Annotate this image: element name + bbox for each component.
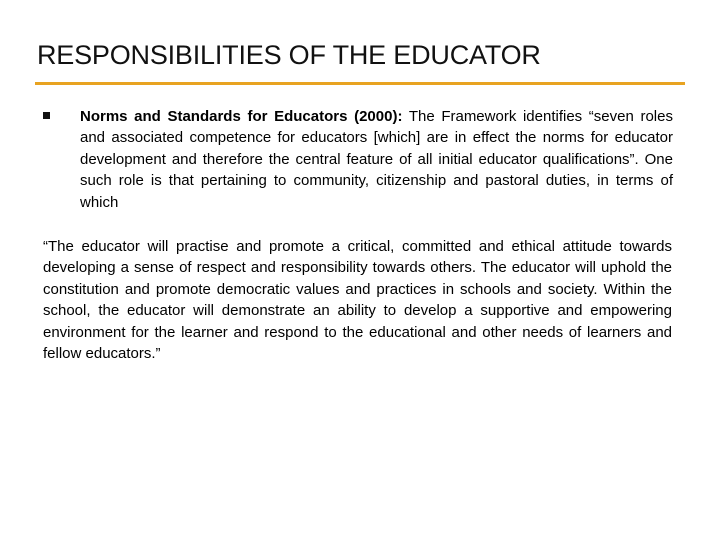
bullet-heading: Norms and Standards for Educators (2000): [80,108,403,125]
bullet-paragraph [80,106,673,213]
square-bullet-icon [43,112,50,119]
bullet-item [43,106,673,213]
title-underline [35,82,685,85]
bullet-body: The Framework identifies “seven roles and associated competence for educators [which] are in effect the norms for educator development and therefore the central feature of all initial educator qualifications”. One such role is that pertaining to community, citizenship and pastoral duties, in terms of which [80,108,673,211]
quote-paragraph: “The educator will practise and promote a critical, committed and ethical attitude towards developing a sense of respect and responsibility towards others. The educator will uphold the constitution and promote democratic values and practices in schools and society. Within the school, the educator will demonstrate an ability to develop a supportive and empowering environment for the learner and respond to the educational and other needs of learners and fellow educators.” [43,238,672,363]
slide-title: RESPONSIBILITIES OF THE EDUCATOR [37,40,541,70]
